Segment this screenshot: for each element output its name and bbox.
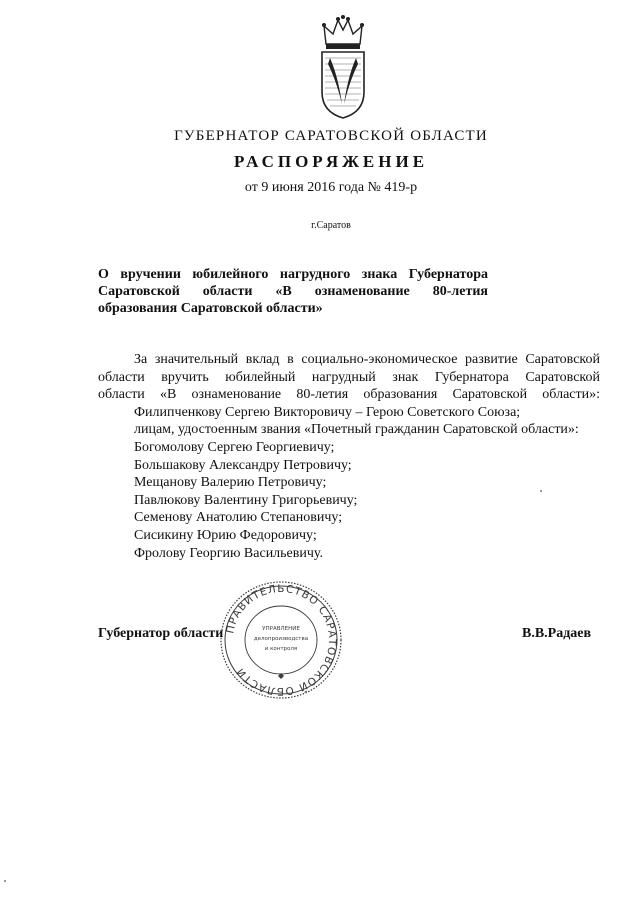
seal-ring-text: ПРАВИТЕЛЬСТВО САРАТОВСКОЙ ОБЛАСТИ <box>224 582 339 698</box>
body-intro-line: области «В ознаменование 80-летия образования Саратовской области»: <box>98 387 600 403</box>
scan-speck <box>4 880 6 882</box>
coat-of-arms-icon <box>316 14 370 122</box>
subject-line: Саратовской области «В ознаменование 80-летия <box>98 284 488 299</box>
recipient-line: лицам, удостоенным звания «Почетный гражданин Саратовской области»: <box>134 422 579 438</box>
body-intro-line: За значительный вклад в социально-экономическое развитие Саратовской <box>134 352 600 367</box>
document-type-title: РАСПОРЯЖЕНИЕ <box>233 152 429 171</box>
recipient-line: Большакову Александру Петровичу; <box>134 457 352 473</box>
body-intro-line: области вручить юбилейный нагрудный знак Губернатора Саратовской <box>98 369 600 385</box>
document-body <box>98 351 600 562</box>
document-subject <box>98 266 488 317</box>
recipient-line: Мещанову Валерию Петровичу; <box>134 475 327 491</box>
subject-line: образования Саратовской области» <box>98 301 323 316</box>
subject-line: О вручении юбилейного нагрудного знака Губернатора <box>98 267 488 282</box>
recipient-line: Сисикину Юрию Федоровичу; <box>134 527 317 543</box>
issuing-authority: ГУБЕРНАТОР САРАТОВСКОЙ ОБЛАСТИ <box>174 128 488 144</box>
recipient-line: Филипченкову Сергею Викторовичу – Герою Советского Союза; <box>134 404 521 420</box>
recipient-line: Павлюкову Валентину Григорьевичу; <box>134 492 358 508</box>
official-seal <box>216 578 346 702</box>
seal-center-line: делопроизводства <box>253 636 309 642</box>
document-date-number: от 9 июня 2016 года № 419-р <box>244 180 418 195</box>
recipient-line: Богомолову Сергею Георгиевичу; <box>134 439 335 455</box>
document-place: г.Саратов <box>311 220 351 231</box>
recipient-line: Фролову Георгию Васильевичу. <box>134 545 324 561</box>
seal-center-line: УПРАВЛЕНИЕ <box>262 626 300 632</box>
signatory-position: Губернатор области <box>98 626 224 641</box>
scan-speck <box>540 490 542 492</box>
signatory-name: В.В.Радаев <box>522 626 592 641</box>
recipient-line: Семенову Анатолию Степановичу; <box>134 510 343 526</box>
seal-center-line: и контроля <box>264 646 298 652</box>
